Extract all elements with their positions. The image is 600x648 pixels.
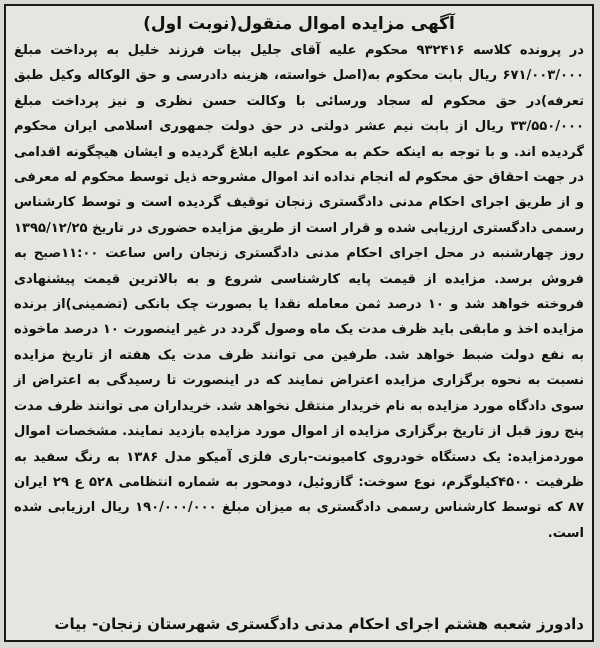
notice-body: در پرونده کلاسه ۹۳۲۴۱۶ محکوم علیه آقای جلیل بیات فرزند خلیل به پرداخت مبلغ ۶۷۱/۰۰۳/۰۰۰ ریال بابت محکوم به(اصل خواسته، هزینه دادرسی و حق الوکاله وکیل طبق تعرفه)در حق محکوم له سجاد ورسائی با وکالت حسن نظری و نیز پرداخت مبلغ ۳۳/۵۵۰/۰۰۰ ریال از بابت نیم عشر دولتی در حق دولت جمهوری اسلامی ایران محکوم گردیده اند. و با توجه به اینکه حکم به محکوم علیه ابلاغ گردیده و ایشان هیچگونه اقدامی در جهت احقاق حق محکوم له انجام نداده اند اموال مشروحه ذیل توسط محکوم له معرفی و از طریق اجرای احکام مدنی دادگستری زنجان توقیف گردیده است و توسط کارشناس رسمی دادگستری ارزیابی شده و قرار است از طریق مزایده حضوری در تاریخ ۱۳۹۵/۱۲/۲۵ روز چهارشنبه در محل اجرای احکام مدنی دادگستری زنجان راس ساعت ۱۱:۰۰صبح به فروش برسد. مزایده از قیمت پایه کارشناسی شروع و به بالاترین قیمت پیشنهادی فروخته خواهد شد و ۱۰ درصد ثمن معامله نقدا یا بصورت چک بانکی (تضمینی)از برنده مزایده اخذ و مابقی باید ظرف مدت یک ماه وصول گردد در غیر اینصورت ۱۰ درصد ماخوذه به نفع دولت ضبط خواهد شد. طرفین می توانند ظرف مدت یک هفته از تاریخ مزایده نسبت به نحوه برگزاری مزایده اعتراض نمایند که در اینصورت تا رسیدگی به اعتراض از سوی دادگاه مورد مزایده به نام خریدار منتقل نخواهد شد. خریداران می توانند ظرف مدت پنج روز قبل از تاریخ برگزاری مزایده از اموال مورد مزایده بازدید نمایند. مشخصات اموال موردمزایده: یک دستگاه خودروی کامیونت-باری فلزی آمیکو مدل ۱۳۸۶ به رنگ سفید به ظرفیت ۴۵۰۰کیلوگرم، نوع سوخت: گازوئیل، دومحور به شماره انتظامی ۵۲۸ ع ۲۹ ایران ۸۷ که توسط کارشناس رسمی دادگستری به میزان مبلغ ۱۹۰/۰۰۰/۰۰۰ ریال ارزیابی شده است. — [14, 43, 585, 541]
notice-signature: دادورز شعبه هشتم اجرای احکام مدنی دادگستری شهرستان زنجان- بیات — [54, 615, 584, 633]
auction-notice — [4, 4, 594, 642]
notice-title: آگهی مزایده اموال منقول(نوبت اول) — [143, 14, 455, 34]
